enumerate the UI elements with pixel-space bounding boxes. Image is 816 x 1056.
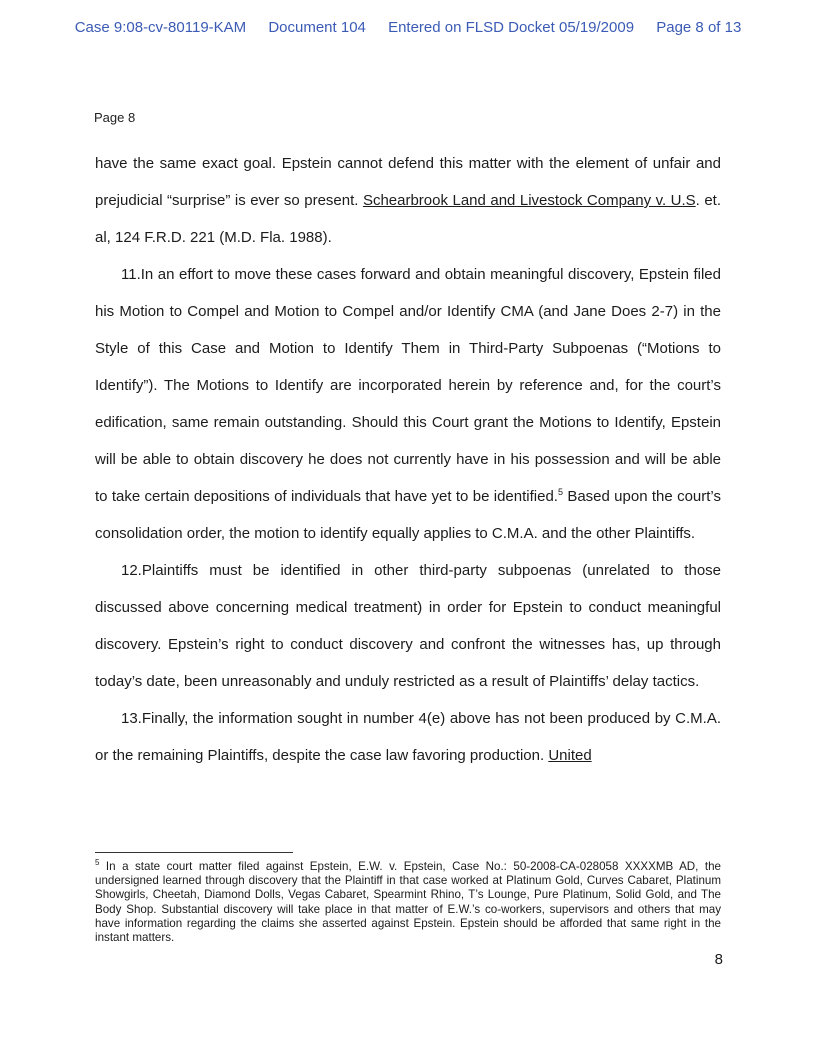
- case-number: Case 9:08-cv-80119-KAM: [74, 19, 247, 36]
- paragraph-number: 12.: [121, 562, 142, 579]
- page-number: 8: [714, 951, 723, 968]
- docket-entry: Entered on FLSD Docket 05/19/2009: [388, 19, 635, 36]
- body-text: [95, 145, 721, 774]
- case-citation: Schearbrook Land and Livestock Company v. U.S: [362, 192, 696, 209]
- case-citation-continued: United: [548, 747, 592, 764]
- footnote-text: In a state court matter filed against Epstein, E.W. v. Epstein, Case No.: 50-2008-CA-028058 XXXXMB AD, the undersigned learned through discovery that the Plaintiff in that case worked at Platinum Gold, Curves Cabaret, Platinum Showgirls, Cheetah, Diamond Dolls, Vegas Cabaret, Spearmint Rhino, T’s Lounge, Pure Platinum, Solid Gold, and The Body Shop. Substantial discovery will take place in that matter of E.W.’s co-workers, supervisors and others that may have information regarding the claims she asserted against Epstein. Epstein should be afforded that same right in the instant matters.: [95, 860, 721, 945]
- footnote-marker: 5: [95, 858, 100, 868]
- footnote: [95, 860, 721, 945]
- document-number: Document 104: [268, 19, 366, 36]
- paragraph-number: 13.: [121, 710, 142, 727]
- paragraph-13: 13.Finally, the information sought in number 4(e) above has not been produced by C.M.A. or the remaining Plaintiffs, despite the case law favoring production. United: [95, 710, 721, 764]
- paragraph-12: 12.Plaintiffs must be identified in other third-party subpoenas (unrelated to those discussed above concerning medical treatment) in order for Epstein to conduct meaningful discovery. Epstein’s right to conduct discovery and confront the witnesses has, up through today’s date, been unreasonably and unduly restricted as a result of Plaintiffs’ delay tactics.: [95, 562, 721, 690]
- footnote-reference: 5: [557, 487, 563, 497]
- paragraph-11: 11.In an effort to move these cases forward and obtain meaningful discovery, Epstein filed his Motion to Compel and Motion to Compel and/or Identify CMA (and Jane Does 2-7) in the Style of this Case and Motion to Identify Them in Third-Party Subpoenas (“Motions to Identify”). The Motions to Identify are incorporated herein by reference and, for the court’s edification, same remain outstanding. Should this Court grant the Motions to Identify, Epstein will be able to obtain discovery he does not currently have in his possession and will be able to take certain depositions of individuals that have yet to be identified.$^5$ Based upon the court’s consolidation order, the motion to identify equally applies to C.M.A. and the other Plaintiffs.: [95, 266, 721, 542]
- paragraph-continued: have the same exact goal. Epstein cannot defend this matter with the element of unfair and prejudicial “surprise” is ever so present. Schearbrook Land and Livestock Company v. U.S. et. al, 124 F.R.D. 221 (M.D. Fla. 1988).: [95, 155, 722, 246]
- docket-header: [0, 19, 816, 36]
- page-label: Page 8: [94, 110, 136, 125]
- footnote-divider: [95, 852, 293, 853]
- paragraph-number: 11.: [121, 266, 141, 283]
- docket-page: Page 8 of 13: [656, 19, 742, 36]
